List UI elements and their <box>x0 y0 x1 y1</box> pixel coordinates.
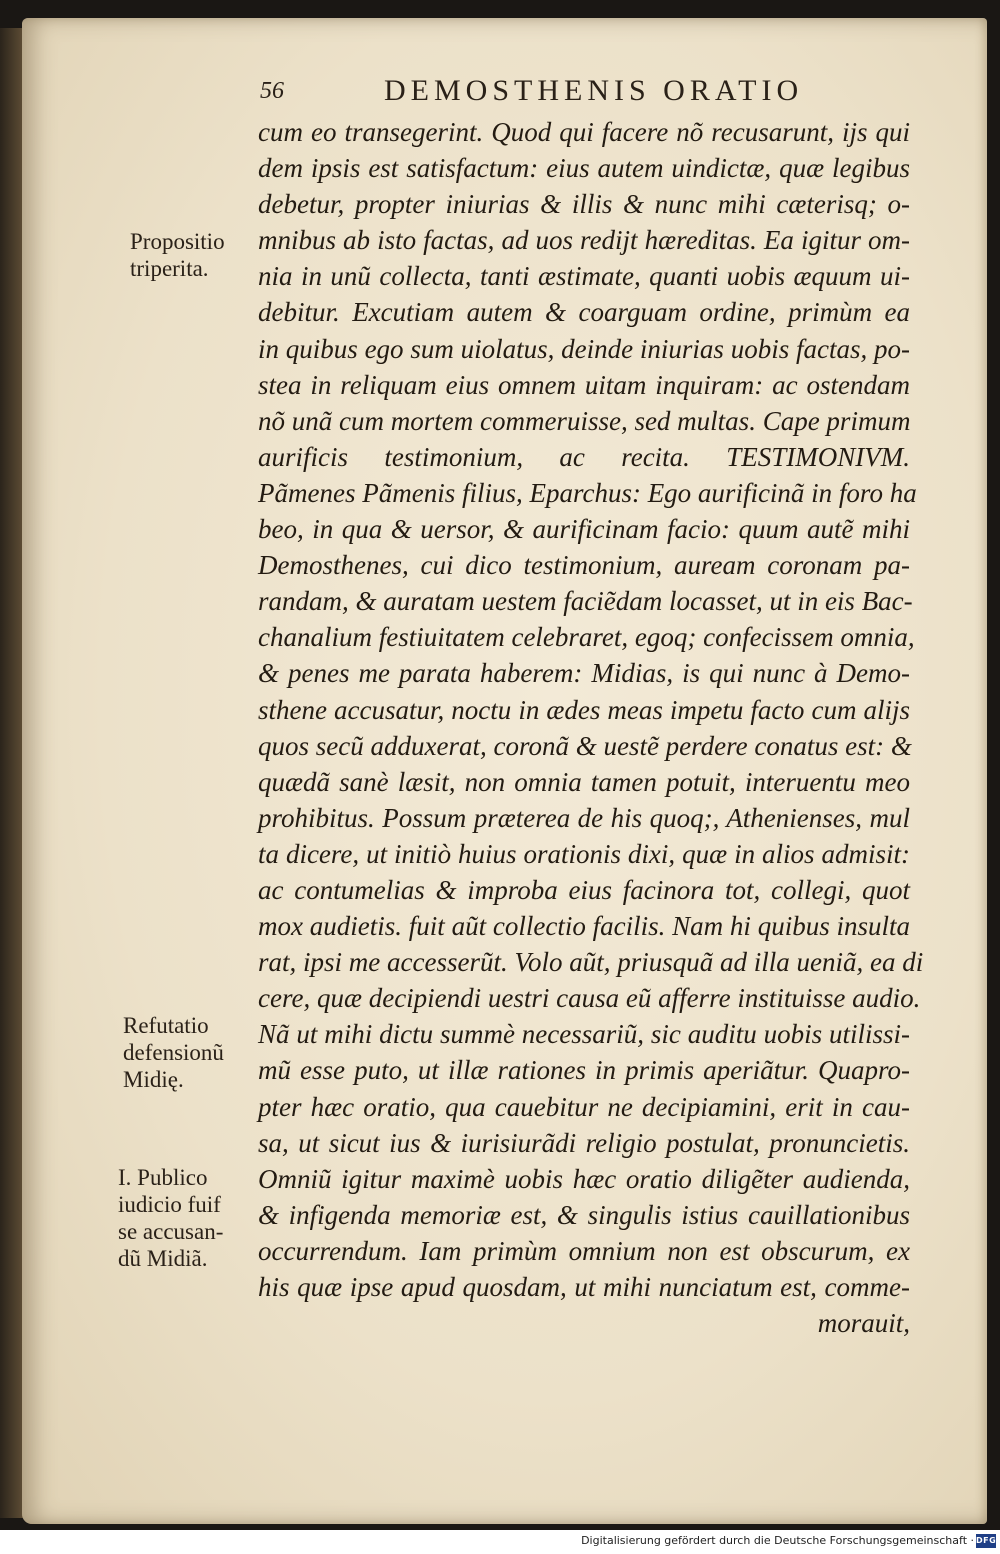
marginal-line: iudicio fuif <box>118 1192 221 1217</box>
text-line: mũ esse puto, ut illæ rationes in primis aperiãtur. Quapro- <box>258 1055 910 1086</box>
text-line: morauit, <box>817 1308 910 1339</box>
text-line: nõ unã cum mortem commeruisse, sed multas. Cape primum <box>258 405 911 436</box>
text-line: in quibus ego sum uiolatus, deinde iniurias uobis factas, po- <box>258 333 910 364</box>
marginal-line: Propositio <box>130 229 225 254</box>
text-line: sa, ut sicut ius & iurisiurãdi religio postulat, pronuncietis. <box>258 1127 910 1158</box>
text-line: ac contumelias & improba eius facinora tot, collegi, quot <box>258 874 910 905</box>
text-line: aurificis testimonium, ac recita. TESTIMONIVM. <box>258 441 910 472</box>
marginal-line: Refutatio <box>123 1013 209 1038</box>
text-line: Demosthenes, cui dico testimonium, auream coronam pa- <box>258 550 910 581</box>
text-line: beo, in qua & uersor, & aurificinam facio: quum autẽ mihi <box>258 514 910 545</box>
dfg-logo: DFG <box>976 1534 996 1548</box>
text-line: chanalium festiuitatem celebraret, egoq; confecissem omnia, <box>258 622 915 653</box>
text-line: quos secũ adduxerat, coronã & uestẽ perdere conatus est: & <box>258 730 912 761</box>
marginal-line: triperita. <box>130 256 209 281</box>
text-line: mox audietis. fuit aũt collectio facilis. Nam hi quibus insulta <box>258 911 910 942</box>
running-title: DEMOSTHENIS ORATIO <box>384 74 804 107</box>
marginal-line: dũ Midiã. <box>118 1246 208 1271</box>
marginal-note-publico <box>118 1164 223 1272</box>
marginal-line: I. Publico <box>118 1165 208 1190</box>
marginal-line: Midię. <box>123 1067 184 1092</box>
text-line: cum eo transegerint. Quod qui facere nõ recusarunt, ijs qui <box>258 117 910 147</box>
text-line: occurrendum. Iam primùm omnium non est obscurum, ex <box>258 1235 910 1266</box>
text-line: debitur. Excutiam autem & coarguam ordine, primùm ea <box>258 297 910 328</box>
marginal-line: se accusan- <box>118 1219 224 1244</box>
running-head <box>0 74 1000 114</box>
text-line: pter hæc oratio, qua cauebitur ne decipiamini, erit in cau- <box>258 1091 910 1122</box>
text-line: Omniũ igitur maximè uobis hæc oratio diligẽter audienda, <box>258 1163 910 1194</box>
text-line: ta dicere, ut initiò huius orationis dixi, quæ in alios admisit: <box>258 838 910 869</box>
text-line: quædã sanè læsit, non omnia tamen potuit, interuentu meo <box>258 766 910 797</box>
text-line: stea in reliquam eius omnem uitam inquiram: ac ostendam <box>258 369 910 400</box>
text-line: sthene accusatur, noctu in ædes meas impetu facto cum alijs <box>258 694 910 725</box>
marginal-line: defensionũ <box>123 1040 224 1065</box>
text-line: rat, ipsi me accesserũt. Volo aũt, priusquã ad illa ueniã, ea di <box>258 947 924 978</box>
text-line: dem ipsis est satisfactum: eius autem uindictæ, quæ legibus <box>258 153 910 184</box>
marginal-note-refutatio <box>123 1012 224 1093</box>
page-number: 56 <box>260 78 284 104</box>
marginal-note-propositio <box>130 228 225 282</box>
text-line: Pãmenes Pãmenis filius, Eparchus: Ego aurificinã in foro ha <box>258 477 917 508</box>
text-line: nia in unũ collecta, tanti æstimate, quanti uobis æquum ui- <box>258 261 910 292</box>
text-line: cere, quæ decipiendi uestri causa eũ afferre instituisse audio. <box>258 983 921 1014</box>
text-line: debetur, propter iniurias & illis & nunc mihi cæterisq; o- <box>258 189 910 220</box>
text-line: Nã ut mihi dictu summè necessariũ, sic auditu uobis utilissi- <box>258 1019 910 1050</box>
footer-bar <box>0 1530 1000 1554</box>
text-line: mnibus ab isto factas, ad uos redijt hæreditas. Ea igitur om- <box>258 225 910 256</box>
text-line: his quæ ipse apud quosdam, ut mihi nunciatum est, comme- <box>258 1272 910 1302</box>
main-text-block <box>258 114 924 1341</box>
text-line: prohibitus. Possum præterea de his quoq;, Athenienses, mul <box>258 802 910 833</box>
text-line: randam, & auratam uestem faciẽdam locasset, ut in eis Bac- <box>258 586 913 617</box>
text-line: & penes me parata haberem: Midias, is qui nunc à Demo- <box>258 658 910 689</box>
funding-credit: Digitalisierung gefördert durch die Deutsche Forschungsgemeinschaft · <box>581 1534 974 1547</box>
text-line: & infigenda memoriæ est, & singulis istius cauillationibus <box>258 1199 910 1230</box>
